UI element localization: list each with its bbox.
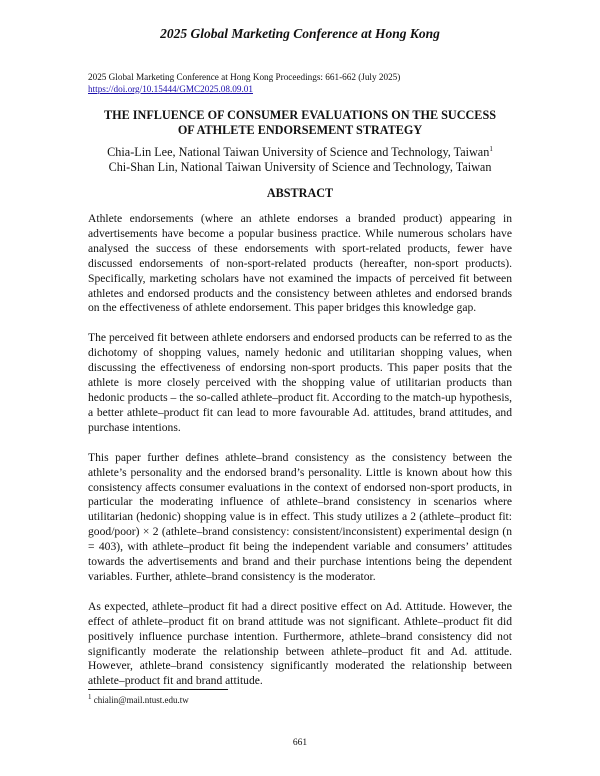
doi-link[interactable]: https://doi.org/10.15444/GMC2025.08.09.01 — [88, 83, 253, 94]
title-line-1: THE INFLUENCE OF CONSUMER EVALUATIONS ON THE SUCCESS — [104, 108, 496, 122]
author-2: Chi-Shan Lin, National Taiwan University of Science and Technology, Taiwan — [108, 160, 492, 174]
author-email: chialin@mail.ntust.edu.tw — [93, 695, 189, 705]
abstract-paragraph: This paper further defines athlete–brand consistency as the consistency between the athlete’s personality and the endorsed brand’s personality. Little is known about how this consistency affects consumer evaluations in the context of endorsed non-sport products, in particular the moderating influence of athlete–brand consistency in scenarios where utilitarian (hedonic) shopping value is in effect. This study utilizes a 2 (athlete–product fit: good/poor) × 2 (athlete–brand consistency: consistent/inconsistent) experimental design (n = 403), with athlete–product fit being the independent variable and consumers’ attitudes towards the advertisements and brand and their purchase intentions being the dependent variables. Further, athlete–brand consistency is the moderator. — [88, 450, 512, 583]
author-1-text: Chia-Lin Lee, National Taiwan University of Science and Technology, Taiwan — [107, 145, 490, 159]
citation-block — [88, 72, 400, 95]
author-list — [88, 145, 512, 175]
footnote-mark: 1 — [489, 144, 493, 153]
proceedings-line: 2025 Global Marketing Conference at Hong Kong Proceedings: 661-662 (July 2025) — [88, 72, 401, 82]
page-number: 661 — [292, 738, 308, 748]
abstract-body — [88, 212, 512, 704]
footnote-divider — [88, 689, 228, 690]
abstract-paragraph: As expected, athlete–product fit had a direct positive effect on Ad. Attitude. However, the effect of athlete–product fit on brand attitude was not significant. Athlete–product fit did positively influence purchase intention. Furthermore, athlete–brand consistency did not significantly moderate the relationship between athlete–product fit and Ad. attitude. However, athlete–brand consistency significantly moderated the relationship between athlete–product fit and brand attitude. — [88, 599, 512, 688]
footnote-number: 1 — [88, 693, 92, 701]
title-line-2: OF ATHLETE ENDORSEMENT STRATEGY — [177, 122, 423, 137]
author-1 — [88, 145, 512, 160]
footnote — [88, 695, 189, 705]
paper-title — [88, 108, 512, 137]
abstract-heading: ABSTRACT — [266, 186, 334, 200]
abstract-paragraph: The perceived fit between athlete endorsers and endorsed products can be referred to as the dichotomy of shopping values, namely hedonic and utilitarian shopping values, when discussing the effectiveness of endorsing non-sport products. This paper posits that the athlete is more closely perceived with the shopping value of utilitarian products than hedonic products – the so-called athlete–product fit. According to the match-up hypothesis, a better athlete–product fit can lead to more favourable Ad. attitudes, brand attitudes, and purchase intentions. — [88, 331, 512, 434]
abstract-paragraph: Athlete endorsements (where an athlete endorses a branded product) appearing in advertisements have become a popular business practice. While numerous scholars have analysed the success of these endorsements with sport-related products, fewer have discussed endorsements of non-sport-related products (hereafter, non-sport products). Specifically, marketing scholars have not examined the impacts of perceived fit between athletes and endorsed products and the consistency between athletes and endorsed brands on the effectiveness of athlete endorsement. This paper bridges this knowledge gap. — [88, 212, 512, 315]
conference-header: 2025 Global Marketing Conference at Hong Kong — [160, 26, 440, 41]
